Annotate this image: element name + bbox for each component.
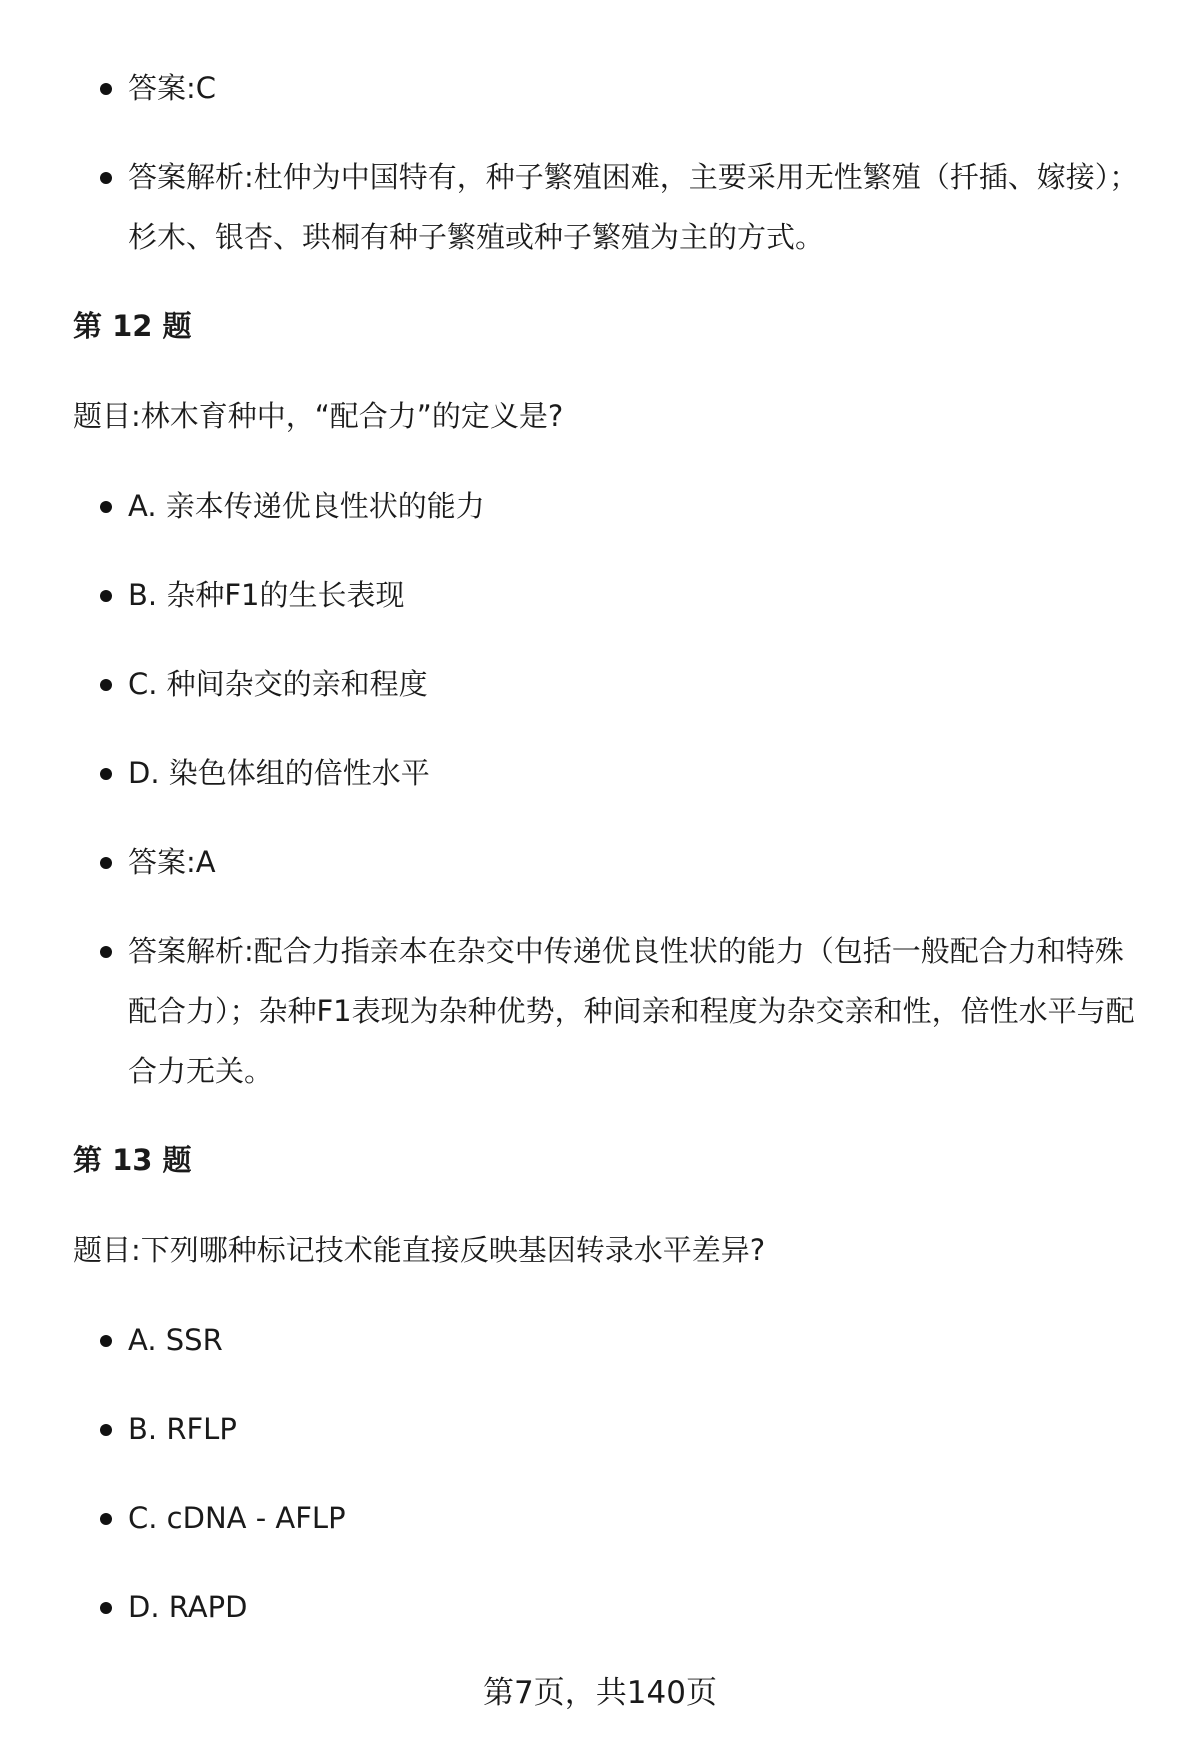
question-13-option-b <box>128 1399 1148 1459</box>
question-12-heading: 第 12 题 <box>73 309 192 343</box>
option-text: B. 杂种F1的生长表现 <box>128 578 405 612</box>
question-12-option-d <box>128 743 1148 803</box>
page-number-footer: 第7页，共140页 <box>483 1675 717 1711</box>
question-12-option-b <box>128 565 1148 625</box>
option-text: D. 染色体组的倍性水平 <box>128 756 430 790</box>
question-12-analysis <box>128 921 1148 1101</box>
option-text: B. RFLP <box>128 1412 237 1446</box>
question-12-option-a <box>128 476 1148 536</box>
option-text: A. SSR <box>128 1323 223 1357</box>
question-13-heading: 第 13 题 <box>73 1143 192 1177</box>
answer-text: 答案:A <box>128 845 216 879</box>
question-13-stem: 题目:下列哪种标记技术能直接反映基因转录水平差异? <box>73 1233 766 1267</box>
answer-text: 答案:C <box>128 71 217 105</box>
question-12-answer <box>128 832 1148 892</box>
question-13-option-c <box>128 1488 1148 1548</box>
question-13-option-d <box>128 1577 1148 1637</box>
analysis-text: 答案解析:杜仲为中国特有，种子繁殖困难，主要采用无性繁殖（扦插、嫁接）；杉木、银杏、珙桐有种子繁殖或种子繁殖为主的方式。 <box>128 160 1139 254</box>
option-text: A. 亲本传递优良性状的能力 <box>128 489 485 523</box>
analysis-text: 答案解析:配合力指亲本在杂交中传递优良性状的能力（包括一般配合力和特殊配合力）；杂种F1表现为杂种优势，种间亲和程度为杂交亲和性，倍性水平与配合力无关。 <box>128 934 1135 1088</box>
question-12-stem: 题目:林木育种中，“配合力”的定义是? <box>73 399 564 433</box>
answer-item <box>128 58 1148 118</box>
question-13-option-a <box>128 1310 1148 1370</box>
option-text: C. 种间杂交的亲和程度 <box>128 667 428 701</box>
option-text: C. cDNA - AFLP <box>128 1501 346 1535</box>
question-12-option-c <box>128 654 1148 714</box>
analysis-item <box>128 147 1148 267</box>
option-text: D. RAPD <box>128 1590 248 1624</box>
